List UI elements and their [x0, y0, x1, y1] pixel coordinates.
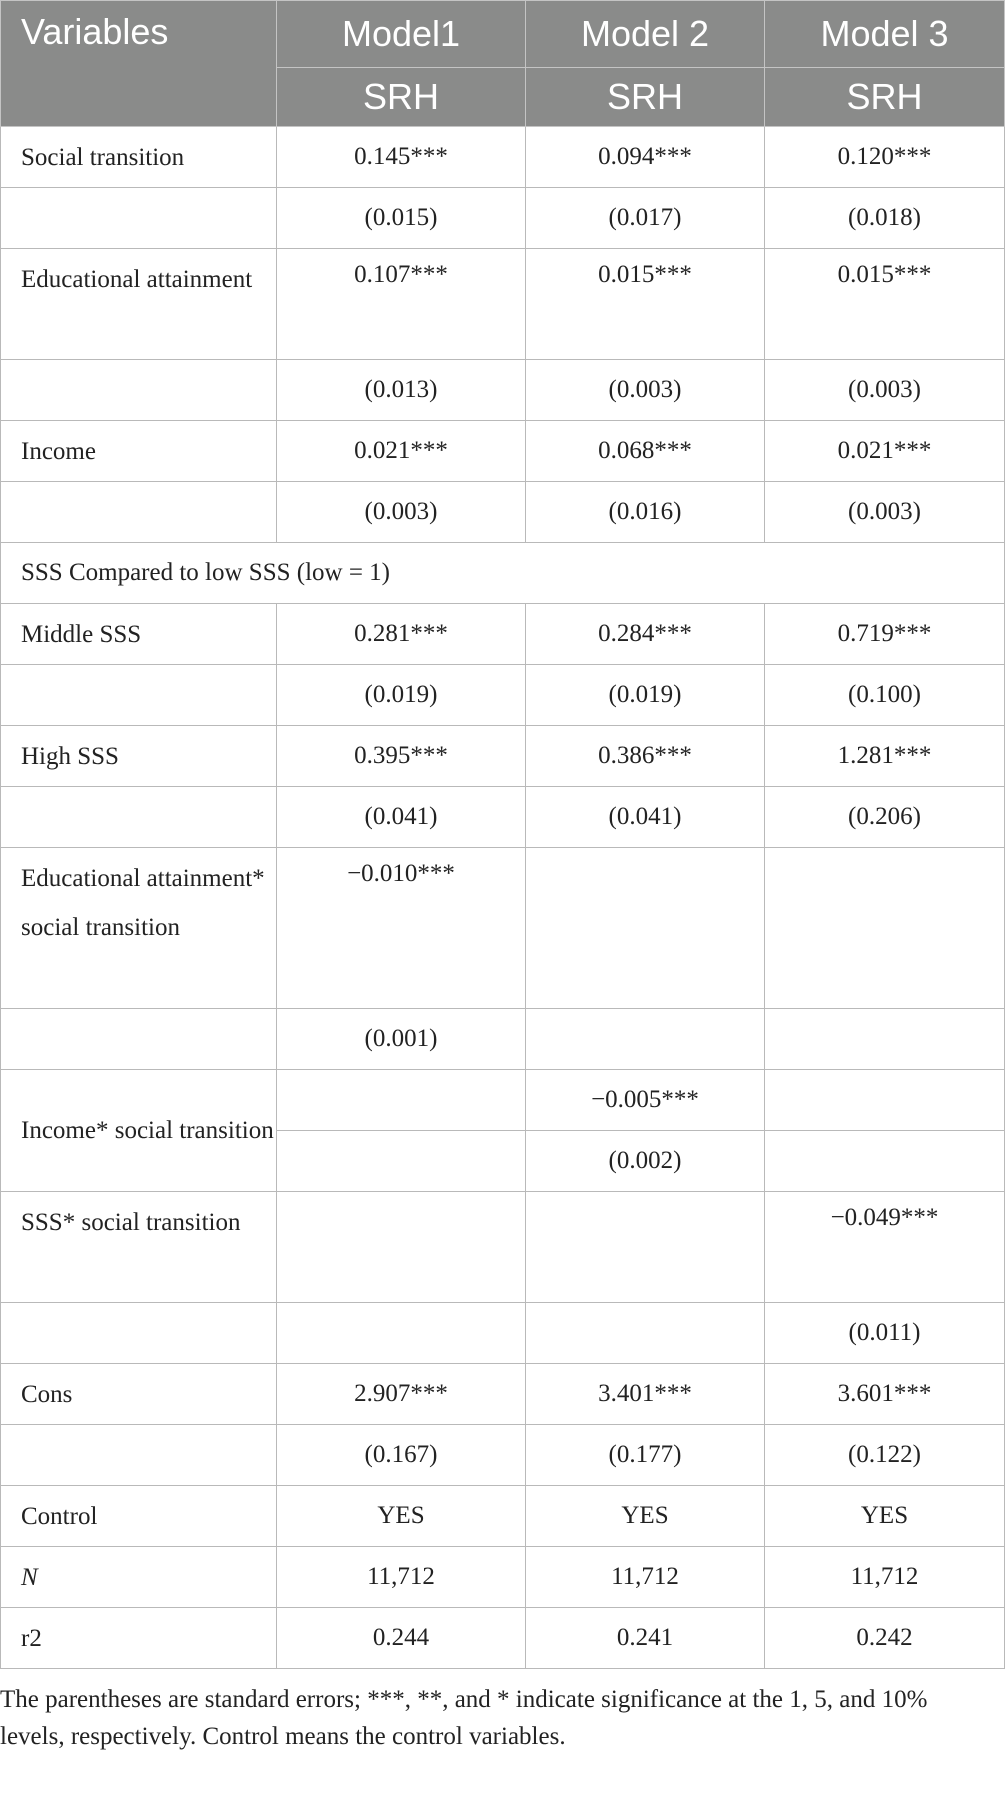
coef-cell: 0.395***	[277, 726, 526, 787]
header-dependent-1: SRH	[277, 68, 526, 127]
value-cell: YES	[526, 1486, 765, 1547]
table-row	[1, 787, 1005, 848]
se-cell: (0.206)	[765, 787, 1005, 848]
empty-cell	[765, 1131, 1005, 1192]
value-cell: 0.242	[765, 1608, 1005, 1669]
se-cell: (0.002)	[526, 1131, 765, 1192]
se-cell: (0.177)	[526, 1425, 765, 1486]
table-footnote: The parentheses are standard errors; ***, **, and * indicate significance at the 1, 5, and 10% levels, respectively. Control means the control variables.	[0, 1686, 928, 1750]
header-row-models	[1, 1, 1005, 68]
empty-cell	[765, 1009, 1005, 1070]
coef-cell: 2.907***	[277, 1364, 526, 1425]
coef-cell: 0.107***	[277, 249, 526, 360]
coef-cell: 0.021***	[765, 421, 1005, 482]
se-cell: (0.013)	[277, 360, 526, 421]
se-cell: (0.041)	[277, 787, 526, 848]
row-label: N	[1, 1547, 277, 1608]
coef-cell: 0.719***	[765, 604, 1005, 665]
coef-cell: −0.005***	[526, 1070, 765, 1131]
value-cell: YES	[277, 1486, 526, 1547]
coef-cell: 0.094***	[526, 127, 765, 188]
table-row	[1, 1547, 1005, 1608]
empty-cell	[526, 848, 765, 1009]
row-label: SSS* social transition	[1, 1192, 277, 1303]
table-row	[1, 127, 1005, 188]
table-header	[1, 1, 1005, 127]
se-cell: (0.017)	[526, 188, 765, 249]
table-row	[1, 1486, 1005, 1547]
se-cell: (0.018)	[765, 188, 1005, 249]
table-body	[1, 127, 1005, 1669]
table-row	[1, 1303, 1005, 1364]
header-dependent-3: SRH	[765, 68, 1005, 127]
sss-group-label: SSS Compared to low SSS (low = 1)	[1, 543, 1005, 604]
se-cell: (0.003)	[765, 482, 1005, 543]
header-model-1: Model1	[277, 1, 526, 68]
header-model-2: Model 2	[526, 1, 765, 68]
row-label: Educational attainment	[1, 249, 277, 360]
row-label: Income* social transition	[1, 1070, 277, 1192]
coef-cell: 0.386***	[526, 726, 765, 787]
table-row	[1, 1192, 1005, 1303]
table-row	[1, 421, 1005, 482]
table-row	[1, 1608, 1005, 1669]
coef-cell: 0.068***	[526, 421, 765, 482]
empty-label-cell	[1, 1425, 277, 1486]
value-cell: 11,712	[765, 1547, 1005, 1608]
row-label: Middle SSS	[1, 604, 277, 665]
coef-cell: 0.120***	[765, 127, 1005, 188]
row-label: r2	[1, 1608, 277, 1669]
se-cell: (0.016)	[526, 482, 765, 543]
table-row	[1, 726, 1005, 787]
empty-label-cell	[1, 1303, 277, 1364]
se-cell: (0.003)	[277, 482, 526, 543]
row-label: High SSS	[1, 726, 277, 787]
value-cell: 11,712	[277, 1547, 526, 1608]
empty-cell	[526, 1192, 765, 1303]
row-label: Educational attainment* social transition	[1, 848, 277, 1009]
row-label: Social transition	[1, 127, 277, 188]
coef-cell: 1.281***	[765, 726, 1005, 787]
value-cell: 0.241	[526, 1608, 765, 1669]
row-label: Cons	[1, 1364, 277, 1425]
se-cell: (0.167)	[277, 1425, 526, 1486]
empty-label-cell	[1, 188, 277, 249]
coef-cell: 0.145***	[277, 127, 526, 188]
empty-cell	[526, 1303, 765, 1364]
coef-cell: −0.010***	[277, 848, 526, 1009]
se-cell: (0.003)	[765, 360, 1005, 421]
table-row	[1, 1009, 1005, 1070]
empty-cell	[765, 848, 1005, 1009]
coef-cell: 0.015***	[765, 249, 1005, 360]
empty-cell	[277, 1303, 526, 1364]
se-cell: (0.041)	[526, 787, 765, 848]
empty-cell	[277, 1070, 526, 1131]
table-row	[1, 604, 1005, 665]
se-cell: (0.100)	[765, 665, 1005, 726]
table-row	[1, 665, 1005, 726]
empty-cell	[277, 1131, 526, 1192]
empty-cell	[277, 1192, 526, 1303]
empty-label-cell	[1, 360, 277, 421]
coef-cell: 0.015***	[526, 249, 765, 360]
empty-cell	[765, 1070, 1005, 1131]
header-dependent-2: SRH	[526, 68, 765, 127]
table-row	[1, 1425, 1005, 1486]
empty-cell	[526, 1009, 765, 1070]
coef-cell: 3.601***	[765, 1364, 1005, 1425]
coef-cell: 0.281***	[277, 604, 526, 665]
empty-label-cell	[1, 665, 277, 726]
value-cell: 0.244	[277, 1608, 526, 1669]
value-cell: 11,712	[526, 1547, 765, 1608]
se-cell: (0.019)	[526, 665, 765, 726]
value-cell: YES	[765, 1486, 1005, 1547]
se-cell: (0.015)	[277, 188, 526, 249]
row-label: Income	[1, 421, 277, 482]
row-label: Control	[1, 1486, 277, 1547]
table-row	[1, 482, 1005, 543]
empty-label-cell	[1, 482, 277, 543]
table-row	[1, 249, 1005, 360]
coef-cell: −0.049***	[765, 1192, 1005, 1303]
table-row	[1, 848, 1005, 1009]
coef-cell: 3.401***	[526, 1364, 765, 1425]
se-cell: (0.019)	[277, 665, 526, 726]
group-header-row	[1, 543, 1005, 604]
se-cell: (0.011)	[765, 1303, 1005, 1364]
empty-label-cell	[1, 787, 277, 848]
header-variables: Variables	[1, 1, 277, 127]
header-model-3: Model 3	[765, 1, 1005, 68]
se-cell: (0.003)	[526, 360, 765, 421]
coef-cell: 0.021***	[277, 421, 526, 482]
table-row	[1, 188, 1005, 249]
table-row	[1, 1364, 1005, 1425]
se-cell: (0.122)	[765, 1425, 1005, 1486]
table-row	[1, 1070, 1005, 1131]
table-row	[1, 360, 1005, 421]
se-cell: (0.001)	[277, 1009, 526, 1070]
coef-cell: 0.284***	[526, 604, 765, 665]
empty-label-cell	[1, 1009, 277, 1070]
